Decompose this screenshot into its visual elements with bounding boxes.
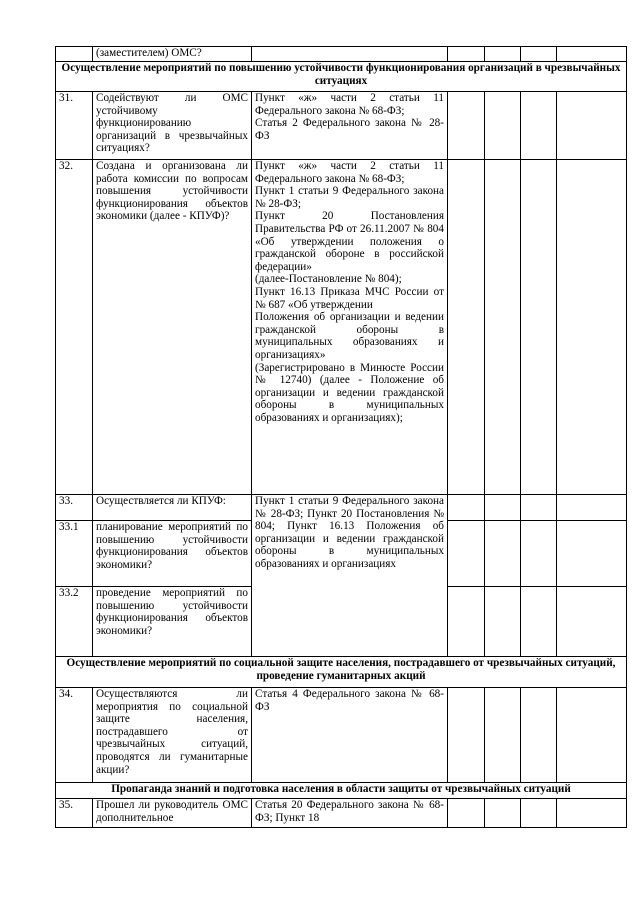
row-number: 35. <box>56 799 93 828</box>
comment-cell <box>557 799 627 828</box>
answer-na-cell <box>521 688 557 783</box>
section-header <box>56 783 627 799</box>
answer-yes-cell <box>448 92 485 160</box>
answer-na-cell <box>521 160 557 495</box>
answer-no-cell <box>485 495 521 521</box>
requirement-question: Создана и организована ли работа комиссии по вопросам повышения устойчивости функционирования объектов экономики (далее - КПУФ)? <box>93 160 252 495</box>
table-row <box>56 47 627 62</box>
section-title: Осуществление мероприятий по социальной защите населения, пострадавшего от чрезвычайных ситуаций, проведение гуманитарных акций <box>56 657 627 688</box>
row-number: 32. <box>56 160 93 495</box>
section-header <box>56 657 627 688</box>
section-title: Осуществление мероприятий по повышению устойчивости функционирования организаций в чрезвычайных ситуациях <box>56 62 627 92</box>
comment-cell <box>557 160 627 495</box>
answer-yes-cell <box>448 521 485 587</box>
comment-cell <box>557 495 627 521</box>
answer-no-cell <box>485 47 521 62</box>
answer-yes-cell <box>448 688 485 783</box>
row-number: 33.2 <box>56 587 93 657</box>
answer-na-cell <box>521 495 557 521</box>
comment-cell <box>557 47 627 62</box>
comment-cell <box>557 688 627 783</box>
requirement-question: Прошел ли руководитель ОМС дополнительное <box>93 799 252 828</box>
answer-no-cell <box>485 799 521 828</box>
legal-basis: Пункт «ж» части 2 статьи 11 Федерального закона № 68-ФЗ; Пункт 1 статьи 9 Федерального закона № 28-ФЗ; Пункт 20 Постановления Правительства РФ от 26.11.2007 № 804 «Об утверждении положения о гражданской обороне в российской федерации» (далее-Постановление № 804); Пункт 16.13 Приказа МЧС России от № 687 «Об утверждении Положения об организации и ведении гражданской обороны в муниципальных образованиях и организациях» (Зарегистрировано в Минюсте России № 12740) (далее - Положение об организации и ведении гражданской обороны в муниципальных образованиях и организациях); <box>252 160 448 495</box>
answer-no-cell <box>485 521 521 587</box>
answer-na-cell <box>521 47 557 62</box>
section-title: Пропаганда знаний и подготовка населения в области защиты от чрезвычайных ситуаций <box>56 783 627 799</box>
requirement-question: (заместителем) ОМС? <box>93 47 252 62</box>
answer-na-cell <box>521 587 557 657</box>
comment-cell <box>557 92 627 160</box>
answer-yes-cell <box>448 47 485 62</box>
answer-yes-cell <box>448 495 485 521</box>
table-row <box>56 799 627 828</box>
section-header <box>56 62 627 92</box>
requirement-question: Осуществляется ли КПУФ: <box>93 495 252 521</box>
table-row <box>56 495 627 521</box>
requirement-question: проведение мероприятий по повышению устойчивости функционирования объектов экономики? <box>93 587 252 657</box>
requirement-question: планирование мероприятий по повышению устойчивости функционирования объектов экономики? <box>93 521 252 587</box>
answer-na-cell <box>521 92 557 160</box>
table-row <box>56 92 627 160</box>
row-number: 33. <box>56 495 93 521</box>
row-number <box>56 47 93 62</box>
row-number: 34. <box>56 688 93 783</box>
answer-no-cell <box>485 92 521 160</box>
answer-no-cell <box>485 160 521 495</box>
answer-yes-cell <box>448 160 485 495</box>
comment-cell <box>557 521 627 587</box>
row-number: 31. <box>56 92 93 160</box>
checklist-table <box>55 46 627 828</box>
legal-basis: Статья 4 Федерального закона № 68-ФЗ <box>252 688 448 783</box>
comment-cell <box>557 587 627 657</box>
answer-na-cell <box>521 521 557 587</box>
legal-basis: Пункт 1 статьи 9 Федерального закона № 28-ФЗ; Пункт 20 Постановления № 804; Пункт 16.13 Положения об организации и ведении гражданской обороны в муниципальных образованиях и организациях <box>252 495 448 657</box>
row-number: 33.1 <box>56 521 93 587</box>
answer-yes-cell <box>448 587 485 657</box>
answer-yes-cell <box>448 799 485 828</box>
table-row <box>56 688 627 783</box>
legal-basis: Пункт «ж» части 2 статьи 11 Федерального закона № 68-ФЗ; Статья 2 Федерального закона № 28-ФЗ <box>252 92 448 160</box>
requirement-question: Содействуют ли ОМС устойчивому функционированию организаций в чрезвычайных ситуациях? <box>93 92 252 160</box>
requirement-question: Осуществляются ли мероприятия по социальной защите населения, пострадавшего от чрезвычайных ситуаций, проводятся ли гуманитарные акции? <box>93 688 252 783</box>
legal-basis <box>252 47 448 62</box>
answer-na-cell <box>521 799 557 828</box>
answer-no-cell <box>485 688 521 783</box>
table-row <box>56 160 627 495</box>
answer-no-cell <box>485 587 521 657</box>
legal-basis: Статья 20 Федерального закона № 68-ФЗ; Пункт 18 <box>252 799 448 828</box>
